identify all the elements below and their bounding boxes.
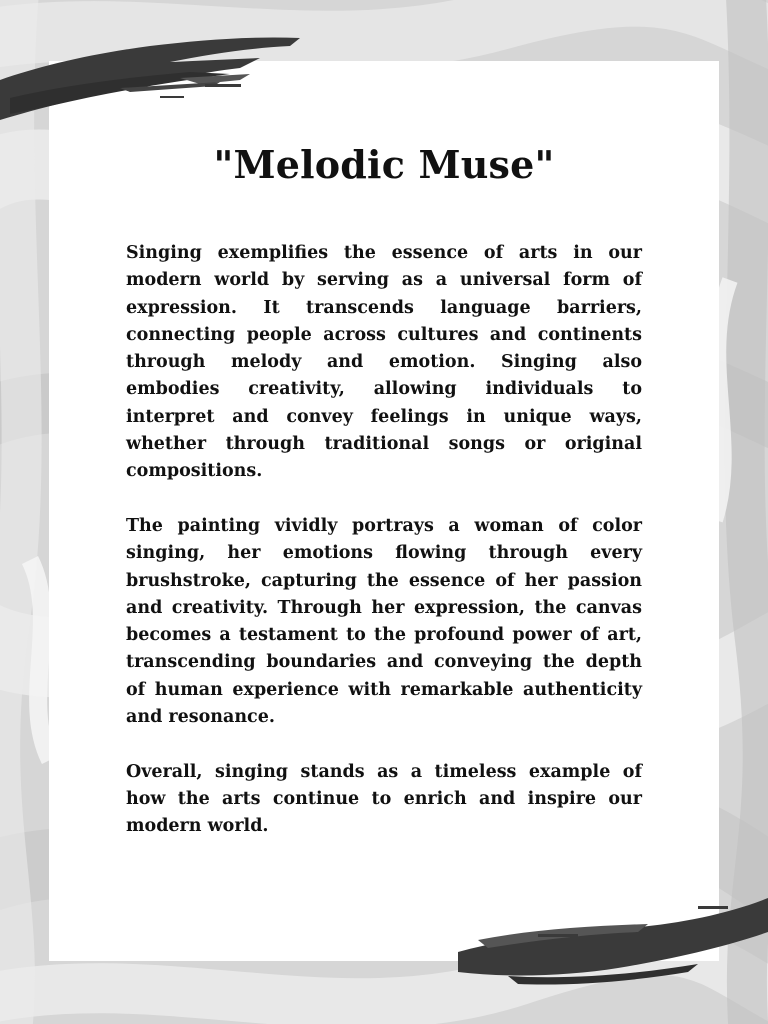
brush-stroke-top-left [0, 28, 330, 128]
paragraph-2: The painting vividly portrays a woman of color singing, her emotions flowing through every brushstroke, capturing the essence of her passion and creativity. Through her expression, the canvas becomes a testament to the profound power of art, transcending boundaries and conveying the depth of human experience with remarkable authenticity and resonance. [126, 515, 642, 728]
brush-stroke-bottom-right [448, 888, 768, 998]
document-body [126, 240, 642, 868]
paragraph-3: Overall, singing stands as a timeless example of how the arts continue to enrich and inspire our modern world. [126, 761, 642, 837]
paragraph-1: Singing exemplifies the essence of arts in our modern world by serving as a universal form of expression. It transcends language barriers, connecting people across cultures and continents through melody and emotion. Singing also embodies creativity, allowing individuals to interpret and convey feelings in unique ways, whether through traditional songs or original compositions. [126, 243, 642, 482]
document-title: "Melodic Muse" [213, 142, 555, 187]
